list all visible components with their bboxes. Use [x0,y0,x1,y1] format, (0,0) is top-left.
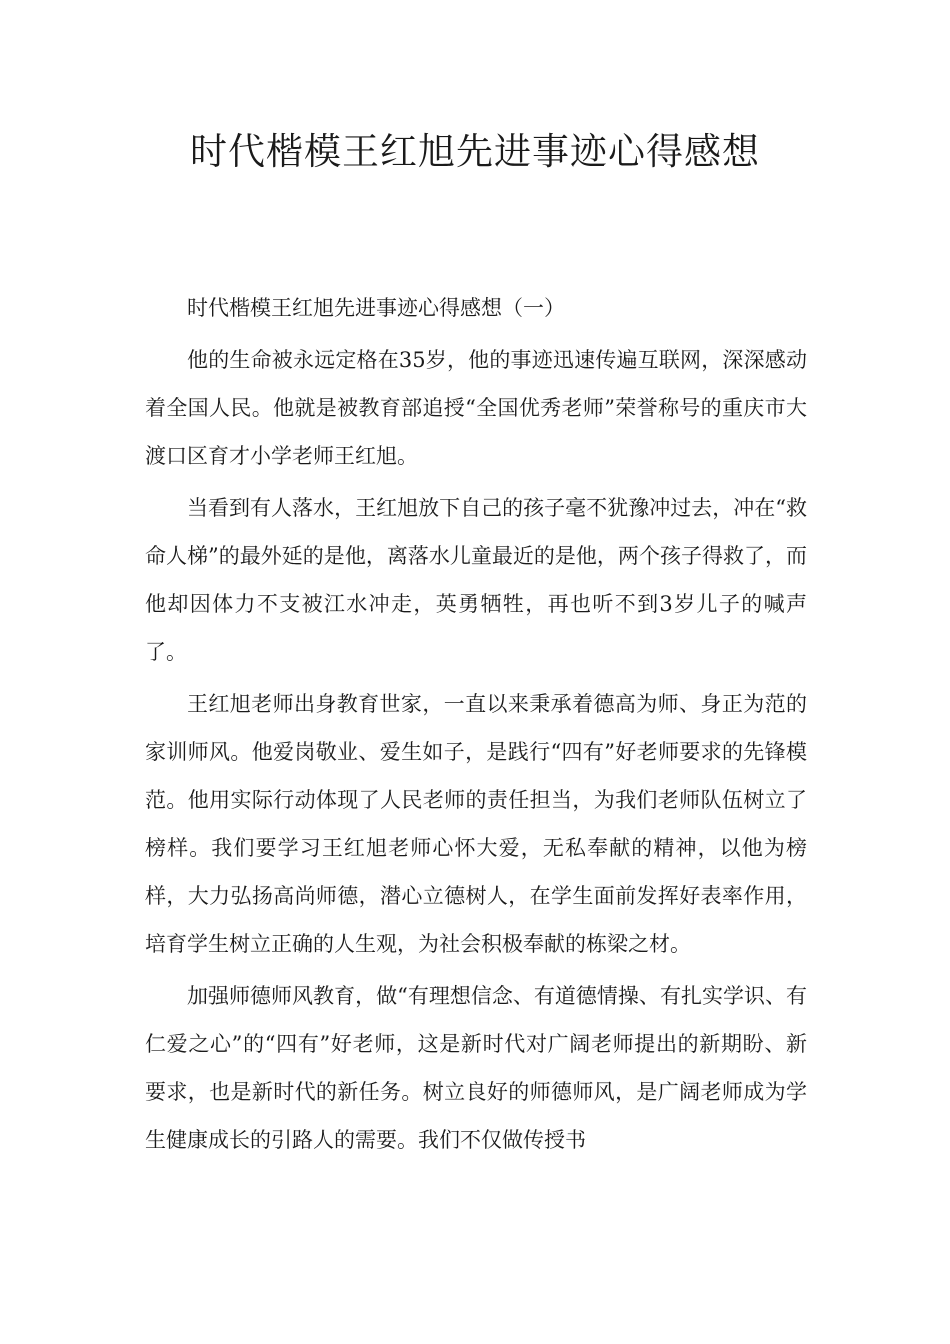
paragraph-2: 当看到有人落水，王红旭放下自己的孩子毫不犹豫冲过去，冲在“救命人梯”的最外延的是他，离落水儿童最近的是他，两个孩子得救了，而他却因体力不支被江水冲走，英勇牺牲，再也听不到3岁儿子的喊声了。 [145,496,807,664]
document-body [145,284,807,1168]
paragraph-1: 他的生命被永远定格在35岁，他的事迹迅速传遍互联网，深深感动着全国人民。他就是被教育部追授“全国优秀老师”荣誉称号的重庆市大渡口区育才小学老师王红旭。 [145,348,807,468]
document-title: 时代楷模王红旭先进事迹心得感想 [190,130,760,173]
section-heading: 时代楷模王红旭先进事迹心得感想（一） [187,296,565,320]
paragraph-4: 加强师德师风教育，做“有理想信念、有道德情操、有扎实学识、有仁爱之心”的“四有”好老师，这是新时代对广阔老师提出的新期盼、新要求，也是新时代的新任务。树立良好的师德师风，是广阔老师成为学生健康成长的引路人的需要。我们不仅做传授书 [145,984,807,1152]
paragraph-3: 王红旭老师出身教育世家，一直以来秉承着德高为师、身正为范的家训师风。他爱岗敬业、爱生如子，是践行“四有”好老师要求的先锋模范。他用实际行动体现了人民老师的责任担当，为我们老师队伍树立了榜样。我们要学习王红旭老师心怀大爱，无私奉献的精神，以他为榜样，大力弘扬高尚师德，潜心立德树人，在学生面前发挥好表率作用，培育学生树立正确的人生观，为社会积极奉献的栋梁之材。 [145,692,807,956]
